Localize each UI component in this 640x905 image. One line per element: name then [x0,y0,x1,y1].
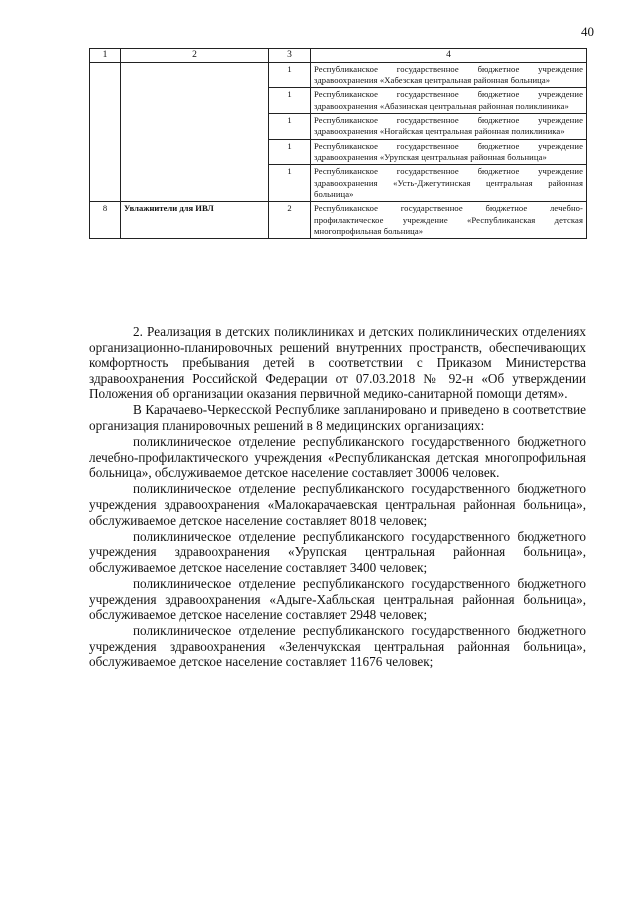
paragraph-intro: В Карачаево-Черкесской Республике запланировано и приведено в соответствие организация планировочных решений в 8 медицинских организациях: [89,402,586,434]
paragraph-clinic: поликлиническое отделение республиканского государственного бюджетного учреждения здравоохранения «Урупская центральная районная больница», обслуживаемое детское население составляет 3400 человек; [89,528,586,575]
quantity-cell: 1 [269,113,311,139]
row-number-cell: 8 [90,202,121,239]
quantity-cell: 1 [269,88,311,114]
paragraph-clinic: поликлиническое отделение республиканского государственного бюджетного учреждения здравоохранения «Малокарачаевская центральная районная больница», обслуживаемое детское население составляет 8018 человек; [89,481,586,528]
paragraph-clinic: поликлиническое отделение республиканского государственного бюджетного учреждения здравоохранения «Зеленчукская центральная районная больница», обслуживаемое детское население составляет 11676 человек; [89,623,586,670]
paragraph-clinic: поликлиническое отделение республиканского государственного бюджетного учреждения здравоохранения «Адыге-Хабльская центральная районная больница», обслуживаемое детское население составляет 2948 человек; [89,576,586,623]
organization-cell: Республиканское государственное бюджетное лечебно-профилактическое учреждение «Республиканская детская многопрофильная больница» [311,202,587,239]
organization-cell: Республиканское государственное бюджетное учреждение здравоохранения «Хабезская центральная районная больница» [311,62,587,88]
organization-cell: Республиканское государственное бюджетное учреждение здравоохранения «Урупская центральная районная больница» [311,139,587,165]
item-name-cell: Увлажнители для ИВЛ [121,202,269,239]
quantity-cell: 1 [269,62,311,88]
paragraph-clinic: поликлиническое отделение республиканского государственного бюджетного лечебно-профилактического учреждения «Республиканская детская многопрофильная больница», обслуживаемое детское население составляет 30006 человек. [89,434,586,481]
row-number-cell [90,62,121,202]
header-col-2: 2 [121,49,269,63]
paragraph-point-2: 2. Реализация в детских поликлиниках и детских поликлинических отделениях организационно-планировочных решений внутренних пространств, обеспечивающих комфортность пребывания детей в соответствии с Приказом Министерства здравоохранения Российской Федерации от 07.03.2018 № 92-н «Об утверждении Положения об организации оказания первичной медико-санитарной помощи детям». [89,324,586,402]
distribution-table [89,48,587,239]
organization-cell: Республиканское государственное бюджетное учреждение здравоохранения «Ногайская центральная районная поликлиника» [311,113,587,139]
header-col-1: 1 [90,49,121,63]
quantity-cell: 2 [269,202,311,239]
header-col-3: 3 [269,49,311,63]
quantity-cell: 1 [269,165,311,202]
document-body [89,324,586,671]
header-col-4: 4 [311,49,587,63]
item-name-cell [121,62,269,202]
table-row [90,62,587,88]
quantity-cell: 1 [269,139,311,165]
page-number: 40 [581,24,594,39]
organization-cell: Республиканское государственное бюджетное учреждение здравоохранения «Усть-Джегутинская центральная районная больница» [311,165,587,202]
table-row [90,202,587,239]
table-header-row [90,49,587,63]
organization-cell: Республиканское государственное бюджетное учреждение здравоохранения «Абазинская центральная районная поликлиника» [311,88,587,114]
